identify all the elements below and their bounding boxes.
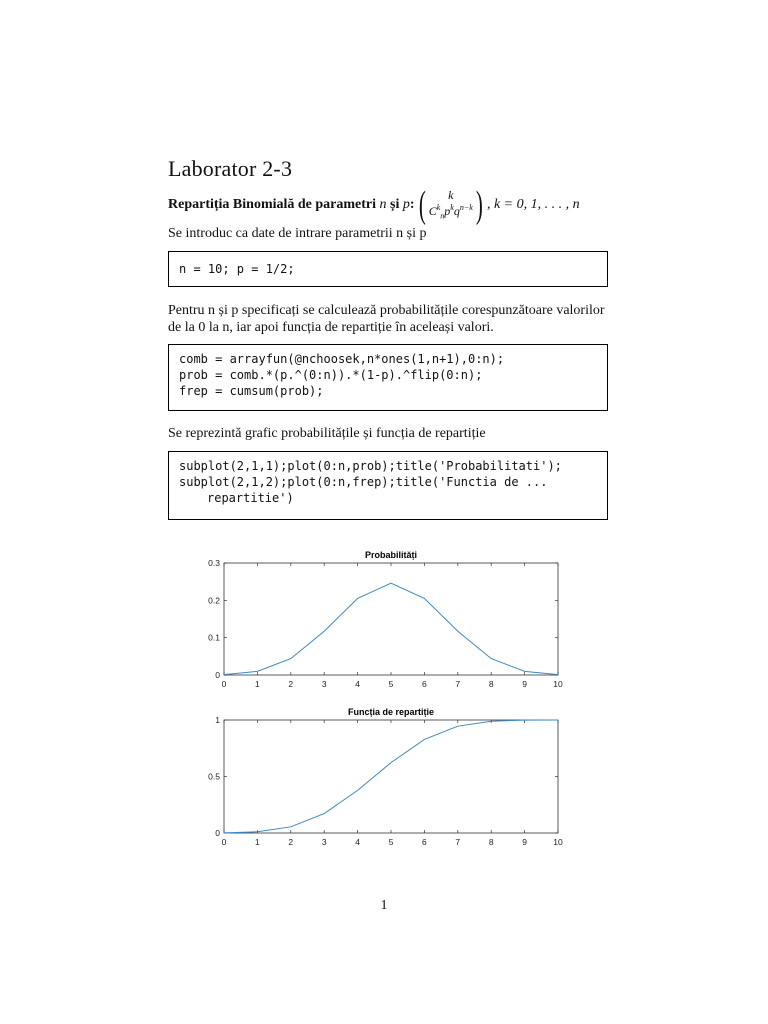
chart-title: Funcția de repartiție — [347, 707, 435, 717]
x-tick-label: 9 — [522, 837, 527, 847]
y-tick-label: 0.5 — [208, 771, 220, 782]
code-line: prob = comb.*(p.^(0:n)).*(1-p).^flip(0:n); — [179, 368, 483, 382]
y-tick-label: 0.2 — [208, 595, 220, 606]
x-tick-label: 6 — [422, 679, 427, 689]
heading-colon: : — [409, 197, 415, 213]
heading-p: p — [402, 197, 410, 213]
x-tick-label: 2 — [288, 837, 294, 847]
y-tick-label: 0.1 — [208, 632, 220, 643]
code-line: n = 10; p = 1/2; — [179, 262, 295, 276]
x-tick-label: 3 — [321, 679, 327, 689]
x-tick-label: 8 — [488, 837, 494, 847]
code-line: frep = cumsum(prob); — [179, 384, 324, 398]
page-title: Laborator 2-3 — [168, 156, 293, 181]
x-tick-label: 0 — [221, 837, 227, 847]
code-line: repartitie') — [207, 491, 294, 505]
x-tick-label: 7 — [455, 837, 461, 847]
x-tick-label: 8 — [488, 679, 494, 689]
plot-intro-text: Se reprezintă grafic probabilitățile și funcția de repartiție — [168, 426, 486, 441]
heading-tail: , k = 0, 1, . . . , n — [486, 197, 580, 213]
x-tick-label: 10 — [553, 679, 563, 689]
x-tick-label: 6 — [422, 837, 427, 847]
y-tick-label: 0 — [215, 670, 220, 680]
x-tick-label: 3 — [321, 837, 327, 847]
matrix-top: k — [448, 188, 454, 203]
y-tick-label: 0.3 — [208, 558, 220, 568]
code-line: subplot(2,1,1);plot(0:n,prob);title('Probabilitati'); — [179, 459, 562, 473]
heading-si: și — [390, 197, 400, 213]
plot-frame — [224, 563, 558, 675]
x-tick-label: 4 — [355, 679, 360, 689]
code-line: subplot(2,1,2);plot(0:n,frep);title('Functia de ... — [179, 475, 548, 489]
left-paren: ( — [418, 184, 426, 226]
x-tick-label: 10 — [553, 837, 563, 847]
paragraph-line: Pentru n și p specificați se calculează probabilitățile corespunzătoare valorilor — [168, 303, 605, 318]
y-tick-label: 1 — [215, 715, 220, 725]
x-tick-label: 5 — [388, 679, 394, 689]
intro-text: Se introduc ca date de intrare parametrii n și p — [168, 226, 427, 241]
series-line — [224, 720, 558, 833]
y-tick-label: 0 — [215, 828, 220, 838]
x-tick-label: 1 — [255, 679, 260, 689]
page-number: 1 — [380, 898, 388, 913]
heading-n: n — [379, 197, 387, 213]
heading-label: Repartiția Binomială de parametri — [168, 197, 377, 213]
x-tick-label: 7 — [455, 679, 461, 689]
x-tick-label: 2 — [288, 679, 294, 689]
x-tick-label: 5 — [388, 837, 394, 847]
code-line: comb = arrayfun(@nchoosek,n*ones(1,n+1),0:n); — [179, 352, 505, 366]
chart-title: Probabilități — [364, 550, 418, 560]
x-tick-label: 1 — [255, 837, 260, 847]
paragraph-line: de la 0 la n, iar apoi funcția de repartiție în aceleași valori. — [168, 320, 494, 335]
x-tick-label: 4 — [355, 837, 360, 847]
x-tick-label: 9 — [522, 679, 527, 689]
matrix-bottom: $C^k_np^kq^{n-k}$ — [428, 203, 473, 221]
right-paren: ) — [475, 184, 483, 226]
plot-frame — [224, 720, 558, 833]
x-tick-label: 0 — [221, 679, 227, 689]
series-line — [224, 583, 558, 675]
